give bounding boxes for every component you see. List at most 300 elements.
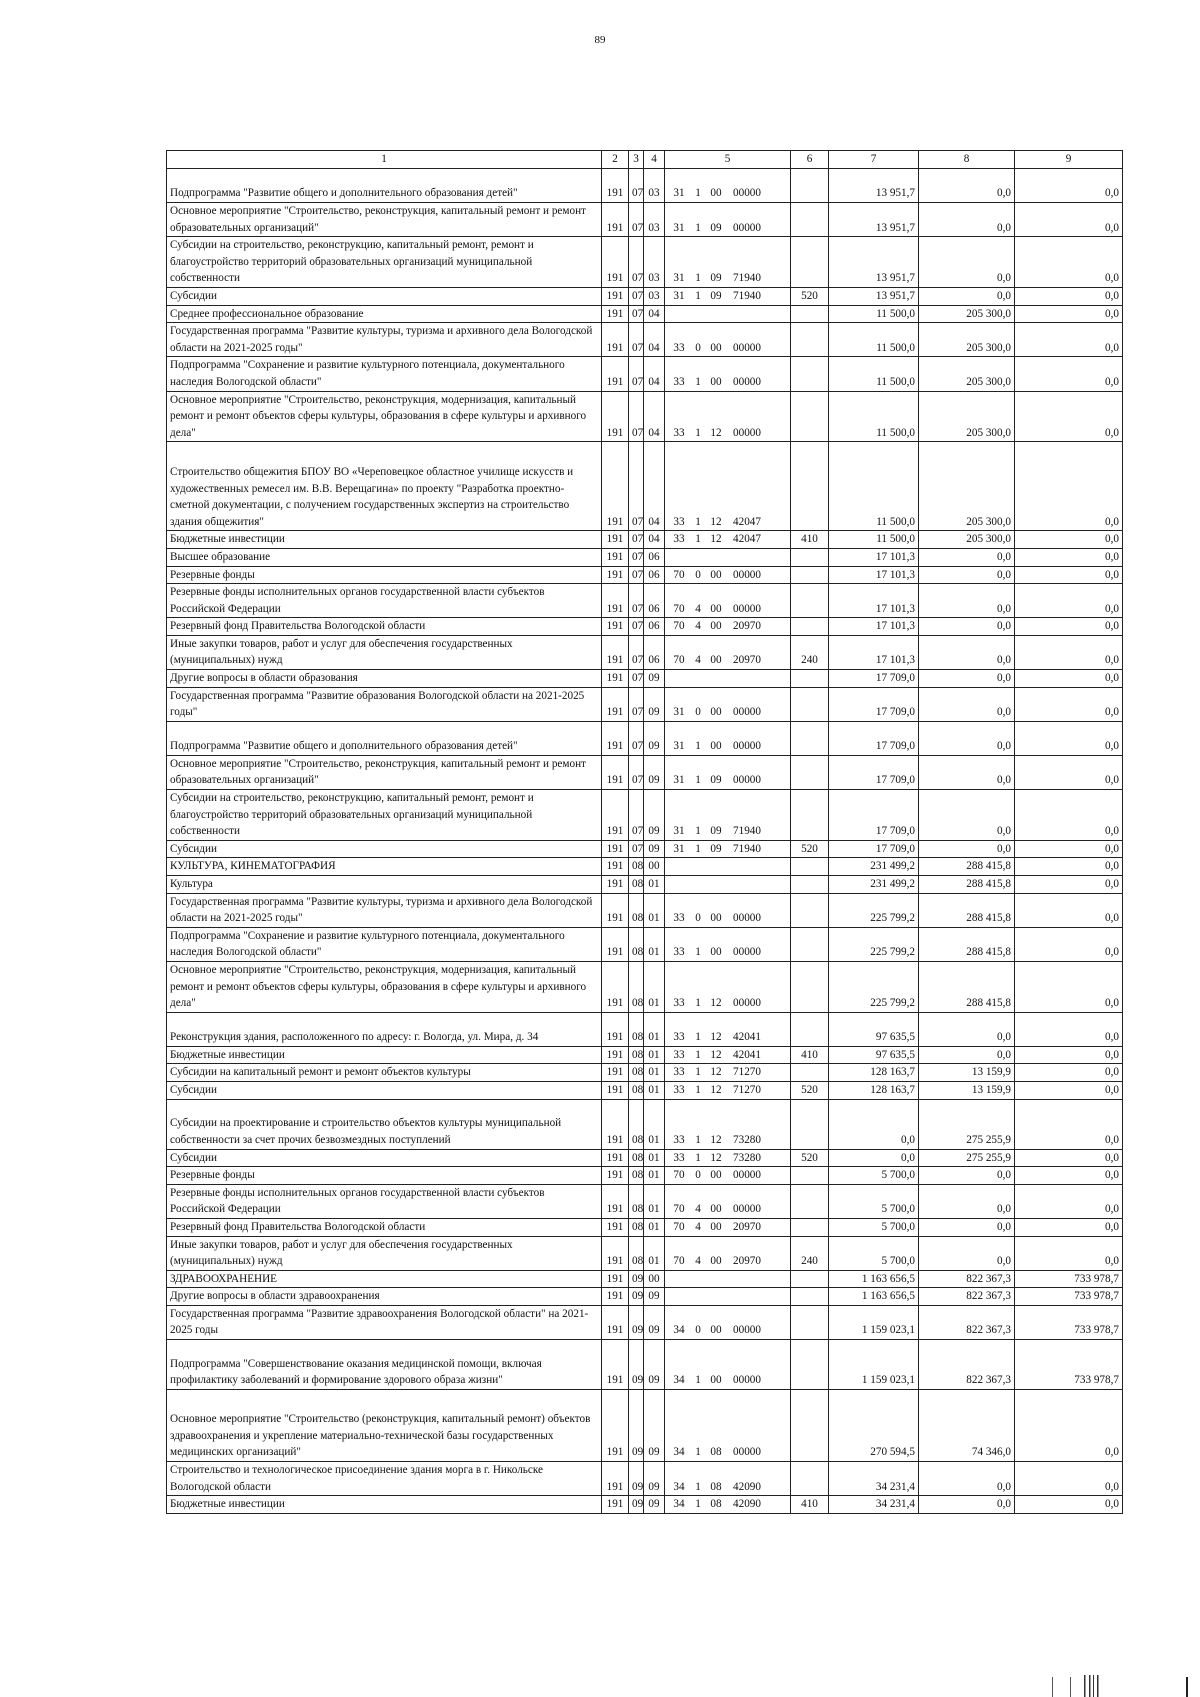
row-name: Субсидии	[167, 1149, 602, 1167]
row-code-subsection: 01	[644, 961, 665, 1012]
table-row	[167, 961, 1123, 1012]
row-amount-col9: 0,0	[1015, 584, 1123, 618]
row-amount-col7: 17 101,3	[829, 566, 919, 584]
row-code-section: 08	[629, 1012, 644, 1046]
row-amount-col9: 0,0	[1015, 755, 1123, 789]
row-amount-col9: 0,0	[1015, 1149, 1123, 1167]
row-code-target	[665, 1081, 791, 1099]
row-name: Подпрограмма "Совершенствование оказания медицинской помощи, включая профилактику заболеваний и формирование здорового образа жизни"	[167, 1340, 602, 1390]
target-subprogram: 1	[695, 426, 701, 439]
target-activity: 00	[710, 1169, 722, 1182]
row-code-target	[665, 858, 791, 876]
row-code-subsection: 04	[644, 391, 665, 442]
table-body	[167, 169, 1123, 1514]
row-code-target	[665, 1288, 791, 1306]
row-amount-col7: 17 709,0	[829, 721, 919, 755]
target-activity: 09	[710, 221, 722, 234]
target-activity: 00	[710, 1374, 722, 1387]
target-direction: 00000	[733, 221, 761, 234]
row-name: Строительство и технологическое присоединение здания морга в г. Никольске Вологодской области	[167, 1462, 602, 1496]
table-row	[167, 840, 1123, 858]
target-activity: 09	[710, 842, 722, 855]
row-code-target	[665, 584, 791, 618]
scan-marks	[1040, 1669, 1200, 1697]
row-code-ministry: 191	[602, 1270, 629, 1288]
row-amount-col9: 0,0	[1015, 305, 1123, 323]
row-amount-col7: 1 163 656,5	[829, 1270, 919, 1288]
row-code-expense-type	[791, 1099, 829, 1149]
row-amount-col9: 0,0	[1015, 618, 1123, 636]
row-code-subsection: 01	[644, 893, 665, 927]
row-amount-col9: 0,0	[1015, 531, 1123, 549]
row-code-subsection: 06	[644, 635, 665, 669]
table-row	[167, 618, 1123, 636]
row-code-section: 07	[629, 442, 644, 531]
row-amount-col9: 0,0	[1015, 323, 1123, 357]
target-program: 33	[673, 1133, 685, 1146]
row-code-ministry: 191	[602, 1099, 629, 1149]
row-amount-col9: 0,0	[1015, 357, 1123, 391]
target-direction: 71940	[733, 842, 761, 855]
row-code-expense-type	[791, 203, 829, 237]
row-amount-col8: 0,0	[919, 840, 1015, 858]
target-program: 34	[673, 1498, 685, 1511]
row-code-target	[665, 893, 791, 927]
row-code-target	[665, 635, 791, 669]
row-name: Бюджетные инвестиции	[167, 1496, 602, 1514]
target-program: 31	[673, 272, 685, 285]
row-amount-col9: 0,0	[1015, 1046, 1123, 1064]
row-amount-col9: 0,0	[1015, 287, 1123, 305]
row-code-section: 07	[629, 790, 644, 841]
row-code-expense-type	[791, 1462, 829, 1496]
table-row	[167, 203, 1123, 237]
row-amount-col8: 288 415,8	[919, 893, 1015, 927]
target-subprogram: 1	[695, 1048, 701, 1061]
row-amount-col8: 205 300,0	[919, 442, 1015, 531]
row-code-ministry: 191	[602, 391, 629, 442]
row-code-target	[665, 1184, 791, 1218]
row-code-section: 08	[629, 876, 644, 894]
row-code-section: 08	[629, 858, 644, 876]
target-activity: 00	[710, 1203, 722, 1216]
row-code-ministry: 191	[602, 1496, 629, 1514]
row-code-subsection: 00	[644, 1270, 665, 1288]
row-code-ministry: 191	[602, 876, 629, 894]
row-code-target	[665, 1270, 791, 1288]
row-code-ministry: 191	[602, 1149, 629, 1167]
row-code-ministry: 191	[602, 721, 629, 755]
row-amount-col9: 733 978,7	[1015, 1288, 1123, 1306]
row-amount-col8: 0,0	[919, 566, 1015, 584]
row-amount-col9: 0,0	[1015, 1064, 1123, 1082]
row-code-section: 09	[629, 1270, 644, 1288]
row-amount-col9: 0,0	[1015, 1081, 1123, 1099]
target-program: 33	[673, 1066, 685, 1079]
target-program: 31	[673, 774, 685, 787]
target-subprogram: 0	[695, 341, 701, 354]
row-amount-col8: 822 367,3	[919, 1305, 1015, 1339]
row-code-section: 07	[629, 169, 644, 203]
target-subprogram: 1	[695, 1374, 701, 1387]
row-code-target	[665, 790, 791, 841]
target-program: 33	[673, 912, 685, 925]
row-amount-col7: 231 499,2	[829, 876, 919, 894]
target-subprogram: 1	[695, 221, 701, 234]
row-code-expense-type	[791, 1218, 829, 1236]
row-amount-col7: 11 500,0	[829, 305, 919, 323]
target-direction: 00000	[733, 774, 761, 787]
row-code-expense-type	[791, 1184, 829, 1218]
target-activity: 00	[710, 620, 722, 633]
target-activity: 12	[710, 515, 722, 528]
row-code-expense-type	[791, 755, 829, 789]
table-row	[167, 1390, 1123, 1462]
target-subprogram: 1	[695, 375, 701, 388]
table-row	[167, 755, 1123, 789]
row-code-expense-type	[791, 893, 829, 927]
target-activity: 00	[710, 946, 722, 959]
row-code-subsection: 03	[644, 237, 665, 288]
row-code-target	[665, 1462, 791, 1496]
row-name: Государственная программа "Развитие образования Вологодской области на 2021-2025 годы"	[167, 687, 602, 721]
row-amount-col9: 0,0	[1015, 858, 1123, 876]
row-code-expense-type	[791, 548, 829, 566]
row-amount-col8: 74 346,0	[919, 1390, 1015, 1462]
row-code-ministry: 191	[602, 670, 629, 688]
target-activity: 00	[710, 706, 722, 719]
row-code-target	[665, 1496, 791, 1514]
row-code-target	[665, 287, 791, 305]
row-amount-col8: 0,0	[919, 548, 1015, 566]
row-amount-col9: 0,0	[1015, 893, 1123, 927]
row-code-subsection: 09	[644, 755, 665, 789]
row-amount-col9: 733 978,7	[1015, 1270, 1123, 1288]
row-name: Резервный фонд Правительства Вологодской области	[167, 618, 602, 636]
target-activity: 12	[710, 533, 722, 546]
target-subprogram: 1	[695, 187, 701, 200]
row-code-section: 07	[629, 531, 644, 549]
row-amount-col9: 0,0	[1015, 1012, 1123, 1046]
row-code-target	[665, 1099, 791, 1149]
row-code-subsection: 01	[644, 1064, 665, 1082]
row-amount-col8: 0,0	[919, 721, 1015, 755]
row-code-expense-type	[791, 1064, 829, 1082]
row-code-section: 07	[629, 566, 644, 584]
target-direction: 71270	[733, 1066, 761, 1079]
row-amount-col9: 0,0	[1015, 961, 1123, 1012]
target-activity: 00	[710, 654, 722, 667]
row-amount-col7: 11 500,0	[829, 391, 919, 442]
target-direction: 00000	[733, 187, 761, 200]
row-name: Основное мероприятие "Строительство, реконструкция, модернизация, капитальный ремонт и ремонт объектов сферы культуры, образования в сфере культуры и архивного дела"	[167, 961, 602, 1012]
row-amount-col8: 205 300,0	[919, 323, 1015, 357]
row-code-ministry: 191	[602, 1012, 629, 1046]
target-direction: 00000	[733, 1324, 761, 1337]
row-code-ministry: 191	[602, 1340, 629, 1390]
target-program: 70	[673, 568, 685, 581]
row-amount-col7: 270 594,5	[829, 1390, 919, 1462]
target-activity: 00	[710, 912, 722, 925]
row-code-section: 07	[629, 840, 644, 858]
row-code-expense-type: 240	[791, 635, 829, 669]
table-row	[167, 1305, 1123, 1339]
row-code-ministry: 191	[602, 635, 629, 669]
row-amount-col9: 733 978,7	[1015, 1305, 1123, 1339]
row-code-subsection: 09	[644, 687, 665, 721]
row-amount-col8: 13 159,9	[919, 1064, 1015, 1082]
table-row	[167, 1236, 1123, 1270]
target-subprogram: 1	[695, 1083, 701, 1096]
target-activity: 08	[710, 1480, 722, 1493]
target-activity: 12	[710, 1031, 722, 1044]
target-activity: 00	[710, 1324, 722, 1337]
row-code-ministry: 191	[602, 687, 629, 721]
target-activity: 00	[710, 187, 722, 200]
target-subprogram: 1	[695, 272, 701, 285]
target-subprogram: 1	[695, 1031, 701, 1044]
row-code-ministry: 191	[602, 840, 629, 858]
target-program: 33	[673, 1083, 685, 1096]
row-code-ministry: 191	[602, 1046, 629, 1064]
row-amount-col9: 0,0	[1015, 566, 1123, 584]
target-subprogram: 1	[695, 1133, 701, 1146]
target-direction: 20970	[733, 654, 761, 667]
table-row	[167, 635, 1123, 669]
row-name: Резервные фонды	[167, 566, 602, 584]
row-name: Государственная программа "Развитие здравоохранения Вологодской области" на 2021-2025 годы	[167, 1305, 602, 1339]
row-name: Бюджетные инвестиции	[167, 531, 602, 549]
row-amount-col9: 0,0	[1015, 203, 1123, 237]
row-name: Основное мероприятие "Строительство (реконструкция, капитальный ремонт) объектов здравоохранения и укрепление материально-технической базы государственных медицинских организаций"	[167, 1390, 602, 1462]
row-name: Иные закупки товаров, работ и услуг для обеспечения государственных (муниципальных) нужд	[167, 635, 602, 669]
table-row	[167, 287, 1123, 305]
row-code-expense-type	[791, 323, 829, 357]
row-amount-col7: 225 799,2	[829, 893, 919, 927]
header-col-4: 4	[644, 151, 665, 169]
row-code-expense-type	[791, 1340, 829, 1390]
row-amount-col8: 0,0	[919, 1184, 1015, 1218]
target-activity: 00	[710, 740, 722, 753]
table-row	[167, 1099, 1123, 1149]
row-code-ministry: 191	[602, 961, 629, 1012]
row-amount-col7: 97 635,5	[829, 1012, 919, 1046]
row-amount-col7: 5 700,0	[829, 1218, 919, 1236]
row-amount-col7: 5 700,0	[829, 1184, 919, 1218]
row-code-subsection: 09	[644, 1496, 665, 1514]
target-program: 33	[673, 1048, 685, 1061]
row-name: Строительство общежития БПОУ ВО «Череповецкое областное училище искусств и художественных ремесел им. В.В. Верещагина» по проекту "Разработка проектно-сметной документации, с получением государственных экспертиз на строительство здания общежития"	[167, 442, 602, 531]
row-amount-col8: 0,0	[919, 287, 1015, 305]
row-code-target	[665, 1012, 791, 1046]
row-amount-col8: 0,0	[919, 755, 1015, 789]
row-code-ministry: 191	[602, 893, 629, 927]
row-amount-col7: 13 951,7	[829, 203, 919, 237]
target-activity: 00	[710, 568, 722, 581]
target-direction: 00000	[733, 375, 761, 388]
row-name: Основное мероприятие "Строительство, реконструкция, капитальный ремонт и ремонт образовательных организаций"	[167, 755, 602, 789]
row-amount-col7: 1 159 023,1	[829, 1340, 919, 1390]
row-code-subsection: 04	[644, 357, 665, 391]
row-amount-col7: 225 799,2	[829, 961, 919, 1012]
row-code-ministry: 191	[602, 1305, 629, 1339]
table-row	[167, 548, 1123, 566]
row-code-subsection: 01	[644, 1046, 665, 1064]
row-amount-col7: 17 101,3	[829, 618, 919, 636]
table-row	[167, 305, 1123, 323]
row-amount-col7: 17 709,0	[829, 670, 919, 688]
table-row	[167, 876, 1123, 894]
row-amount-col8: 0,0	[919, 584, 1015, 618]
table-row	[167, 391, 1123, 442]
row-code-target	[665, 1167, 791, 1185]
row-code-subsection: 09	[644, 1305, 665, 1339]
table-row	[167, 1081, 1123, 1099]
table-row	[167, 858, 1123, 876]
row-amount-col7: 17 101,3	[829, 635, 919, 669]
row-code-section: 07	[629, 323, 644, 357]
table-row	[167, 1340, 1123, 1390]
row-code-ministry: 191	[602, 305, 629, 323]
target-program: 33	[673, 1031, 685, 1044]
row-amount-col8: 0,0	[919, 1462, 1015, 1496]
target-program: 34	[673, 1446, 685, 1459]
page-number: 89	[594, 34, 606, 46]
row-code-section: 07	[629, 548, 644, 566]
row-name: Субсидии	[167, 287, 602, 305]
row-amount-col9: 0,0	[1015, 670, 1123, 688]
target-subprogram: 4	[695, 602, 701, 615]
table-row	[167, 1167, 1123, 1185]
row-amount-col8: 0,0	[919, 618, 1015, 636]
row-amount-col8: 0,0	[919, 169, 1015, 203]
target-activity: 08	[710, 1498, 722, 1511]
row-amount-col8: 275 255,9	[919, 1099, 1015, 1149]
row-amount-col9: 0,0	[1015, 840, 1123, 858]
row-code-section: 08	[629, 1046, 644, 1064]
target-direction: 00000	[733, 1374, 761, 1387]
row-name: Основное мероприятие "Строительство, реконструкция, капитальный ремонт и ремонт образовательных организаций"	[167, 203, 602, 237]
table-row	[167, 1184, 1123, 1218]
table-header-row	[167, 151, 1123, 169]
row-code-target	[665, 618, 791, 636]
row-code-subsection: 03	[644, 169, 665, 203]
row-amount-col8: 205 300,0	[919, 305, 1015, 323]
row-code-section: 09	[629, 1340, 644, 1390]
target-subprogram: 0	[695, 912, 701, 925]
row-code-expense-type	[791, 1288, 829, 1306]
row-code-expense-type: 520	[791, 840, 829, 858]
target-subprogram: 1	[695, 740, 701, 753]
row-code-subsection: 00	[644, 858, 665, 876]
row-amount-col9: 0,0	[1015, 1218, 1123, 1236]
header-col-5: 5	[665, 151, 791, 169]
row-code-subsection: 06	[644, 548, 665, 566]
row-code-section: 07	[629, 584, 644, 618]
row-code-section: 09	[629, 1305, 644, 1339]
row-amount-col7: 17 709,0	[829, 840, 919, 858]
target-direction: 00000	[733, 946, 761, 959]
row-code-expense-type	[791, 670, 829, 688]
row-code-ministry: 191	[602, 237, 629, 288]
row-amount-col7: 13 951,7	[829, 237, 919, 288]
row-name: Государственная программа "Развитие культуры, туризма и архивного дела Вологодской области на 2021-2025 годы"	[167, 323, 602, 357]
target-direction: 00000	[733, 1203, 761, 1216]
row-code-target	[665, 1236, 791, 1270]
row-code-section: 08	[629, 1236, 644, 1270]
target-direction: 73280	[733, 1133, 761, 1146]
row-code-expense-type	[791, 961, 829, 1012]
row-code-ministry: 191	[602, 858, 629, 876]
row-code-expense-type	[791, 566, 829, 584]
row-code-expense-type: 240	[791, 1236, 829, 1270]
target-program: 70	[673, 602, 685, 615]
row-code-ministry: 191	[602, 1236, 629, 1270]
row-code-section: 08	[629, 1149, 644, 1167]
row-code-expense-type	[791, 687, 829, 721]
row-code-section: 09	[629, 1462, 644, 1496]
row-code-subsection: 04	[644, 531, 665, 549]
row-amount-col8: 822 367,3	[919, 1270, 1015, 1288]
row-code-target	[665, 687, 791, 721]
target-program: 34	[673, 1324, 685, 1337]
row-code-section: 07	[629, 635, 644, 669]
row-code-target	[665, 876, 791, 894]
target-program: 34	[673, 1480, 685, 1493]
row-amount-col9: 0,0	[1015, 1167, 1123, 1185]
row-name: Субсидии на строительство, реконструкцию, капитальный ремонт, ремонт и благоустройство территорий образовательных организаций муниципальной собственности	[167, 237, 602, 288]
row-code-ministry: 191	[602, 1064, 629, 1082]
row-code-subsection: 04	[644, 442, 665, 531]
row-code-subsection: 06	[644, 566, 665, 584]
row-code-section: 09	[629, 1390, 644, 1462]
table-row	[167, 1496, 1123, 1514]
row-code-subsection: 01	[644, 927, 665, 961]
table-row	[167, 357, 1123, 391]
table-row	[167, 721, 1123, 755]
row-code-expense-type	[791, 618, 829, 636]
header-col-2: 2	[602, 151, 629, 169]
row-code-expense-type	[791, 169, 829, 203]
target-program: 33	[673, 1151, 685, 1164]
row-code-expense-type: 520	[791, 1149, 829, 1167]
target-activity: 12	[710, 1083, 722, 1096]
row-code-subsection: 03	[644, 203, 665, 237]
row-amount-col8: 0,0	[919, 237, 1015, 288]
row-code-ministry: 191	[602, 531, 629, 549]
target-subprogram: 1	[695, 946, 701, 959]
row-name: Подпрограмма "Сохранение и развитие культурного потенциала, документального наследия Вологодской области"	[167, 357, 602, 391]
target-direction: 00000	[733, 1169, 761, 1182]
row-amount-col7: 17 709,0	[829, 755, 919, 789]
row-amount-col7: 128 163,7	[829, 1064, 919, 1082]
row-code-subsection: 09	[644, 790, 665, 841]
row-amount-col9: 0,0	[1015, 1496, 1123, 1514]
row-code-ministry: 191	[602, 548, 629, 566]
target-program: 33	[673, 375, 685, 388]
row-code-target	[665, 721, 791, 755]
row-code-target	[665, 961, 791, 1012]
row-code-subsection: 09	[644, 721, 665, 755]
row-code-target	[665, 305, 791, 323]
row-code-target	[665, 1340, 791, 1390]
row-name: Подпрограмма "Развитие общего и дополнительного образования детей"	[167, 721, 602, 755]
target-activity: 12	[710, 1048, 722, 1061]
target-program: 31	[673, 706, 685, 719]
table-row	[167, 1462, 1123, 1496]
table-row	[167, 927, 1123, 961]
row-amount-col9: 0,0	[1015, 1462, 1123, 1496]
